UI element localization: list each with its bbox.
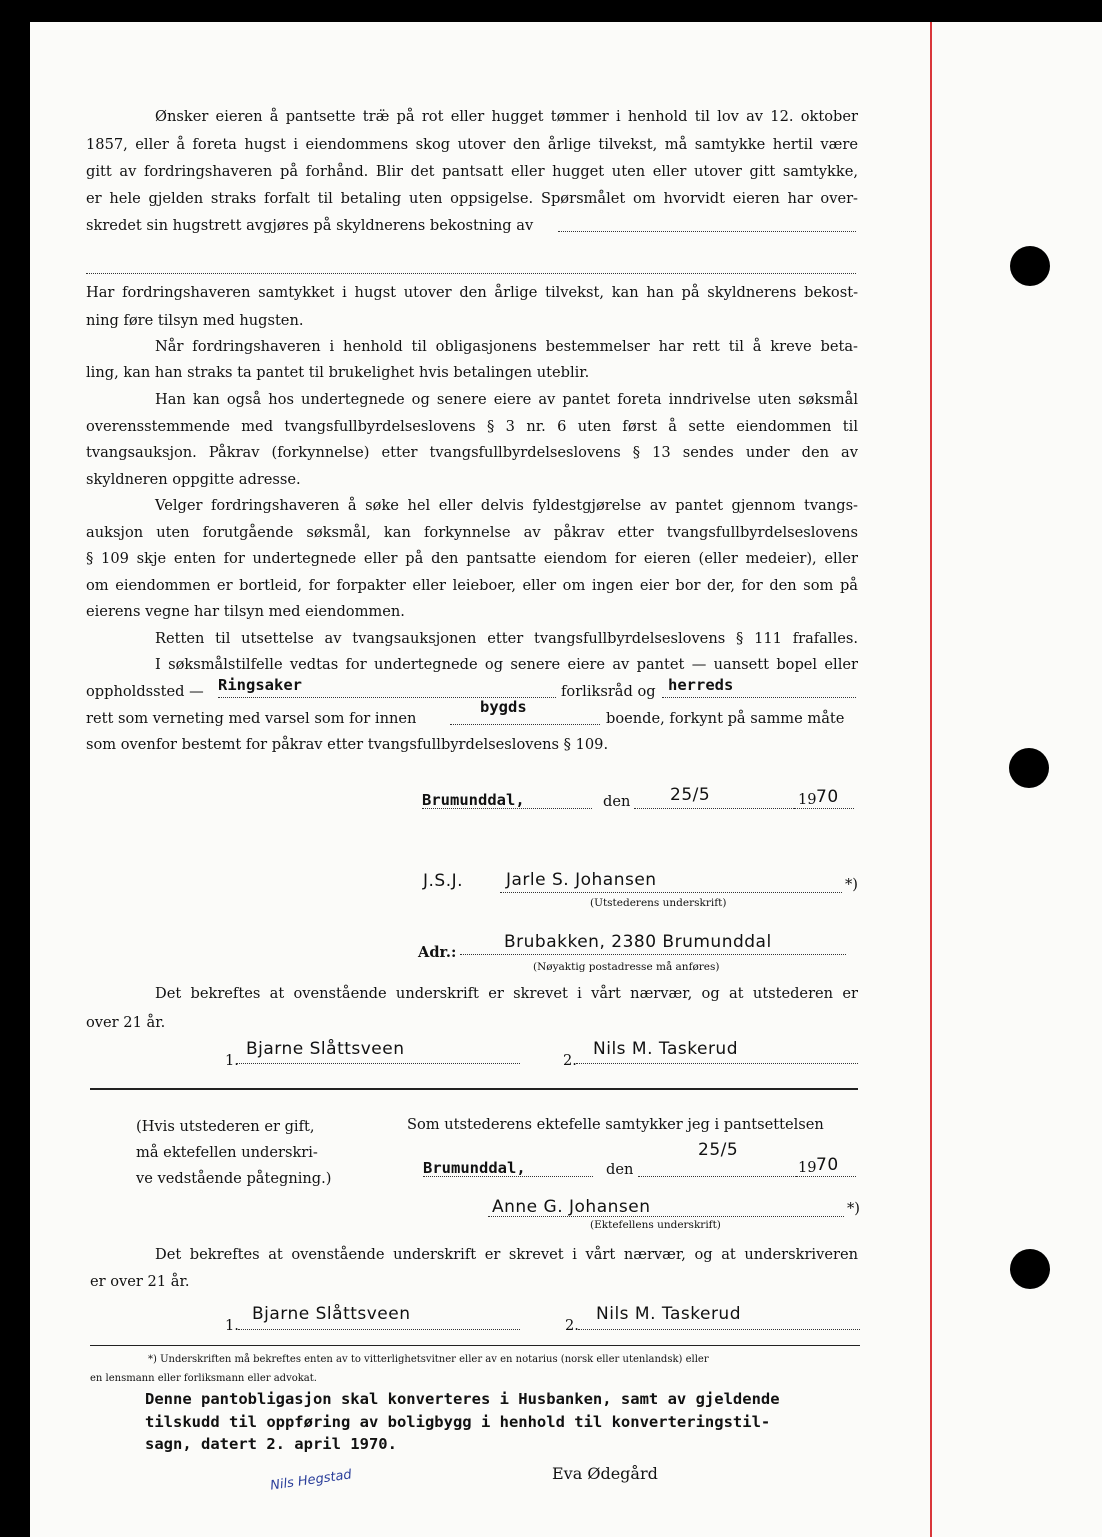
footnote-line-2: en lensmann eller forliksmann eller advokat. [90,1373,317,1384]
binder-hole [1009,748,1049,788]
venue-court: herreds [668,676,734,694]
typed-note-line-2: tilskudd til oppføring av boligbygg i henhold til konverteringstil- [145,1413,771,1431]
p1-line-1: Ønsker eieren å pantsette træ̈ på rot eller hugget tømmer i henhold til lov av 12. oktober [155,108,858,125]
fill-line [460,954,846,955]
margin-red-line [930,22,932,1537]
venue-line-3b: boende, forkynt på samme måte [606,710,845,727]
date1-year-suffix: 70 [816,787,839,807]
witness2-n2: 2. [565,1317,579,1334]
fill-line [796,1176,856,1177]
address-label: Adr.: [418,944,457,961]
witness1-line-1: Det bekreftes at ovenstående underskrift er skrevet i vårt nærvær, og at utstederen er [155,985,858,1002]
spouse-caption: (Ektefellens underskrift) [590,1219,721,1231]
p5-line-5: eierens vegne har tilsyn med eiendommen. [86,603,405,620]
fill-line [236,1063,520,1064]
venue-forliksrad: forliksråd og [561,683,656,700]
witness2-signature-2: Nils M. Taskerud [596,1304,741,1324]
footnote-divider [90,1345,860,1346]
witness2-signature-1: Bjarne Slåttsveen [252,1304,411,1324]
bottom-scribble-signature: Nils Hegstad [269,1467,353,1494]
issuer-star: *) [845,876,858,893]
binder-hole [1010,246,1050,286]
fill-line [238,1329,520,1330]
p6-line: Retten til utsettelse av tvangsauksjonen etter tvangsfullbyrdelseslovens § 111 frafalles. [155,630,858,647]
witness1-signature-1: Bjarne Slåttsveen [246,1039,405,1059]
spouse-year-suffix: 70 [816,1155,839,1175]
spouse-note-1: (Hvis utstederen er gift, [136,1118,315,1135]
typed-note-line-3: sagn, datert 2. april 1970. [145,1435,397,1453]
witness1-n1: 1. [225,1052,239,1069]
spouse-star: *) [847,1200,860,1217]
date1-place: Brumunddal, [422,791,525,809]
witness1-signature-2: Nils M. Taskerud [593,1039,738,1059]
fill-line [450,724,600,725]
p3-line-1: Når fordringshaveren i henhold til obligasjonens bestemmelser har rett til å kreve beta- [155,338,858,355]
p1-line-5: skredet sin hugstrett avgjøres på skyldnerens bekostning av [86,217,534,234]
address-caption: (Nøyaktig postadresse må anføres) [533,961,720,973]
date1-year-prefix: 19 [798,791,817,808]
issuer-signature: Jarle S. Johansen [506,870,657,890]
p3-line-2: ling, kan han straks ta pantet til brukelighet hvis betalingen uteblir. [86,364,590,381]
spouse-note-3: ve vedstående påtegning.) [136,1170,332,1187]
fill-line [634,808,794,809]
p5-line-4: om eiendommen er bortleid, for forpakter eller leieboer, eller om ingen eier bor der, for den som på [86,577,858,594]
spouse-signature: Anne G. Johansen [492,1197,651,1217]
venue-oppholdssted: oppholdssted — [86,683,204,700]
issuer-caption: (Utstederens underskrift) [590,897,727,909]
witness1-line-2: over 21 år. [86,1014,166,1031]
spouse-consent: Som utstederens ektefelle samtykker jeg i pantsettelsen [407,1116,824,1133]
venue-line-4: som ovenfor bestemt for påkrav etter tvangsfullbyrdelseslovens § 109. [86,736,609,753]
venue-line-3a: rett som verneting med varsel som for innen [86,710,417,727]
spouse-place: Brumunddal, [423,1159,526,1177]
fill-line [578,1329,860,1330]
issuer-address: Brubakken, 2380 Brumunddal [504,932,772,952]
venue-bygd: bygds [480,698,527,716]
fill-line [488,1216,844,1217]
p5-line-1: Velger fordringshaveren å søke hel eller delvis fyldestgjørelse av pantet gjennom tvangs- [155,497,858,514]
spouse-den: den [606,1161,634,1178]
p1-line-4: er hele gjelden straks forfalt til betaling uten oppsigelse. Spørsmålet om hvorvidt eieren har over- [86,190,858,207]
fill-line-2 [86,273,856,274]
section-divider [90,1088,858,1090]
fill-line [794,808,854,809]
issuer-initials: J.S.J. [423,871,464,891]
bottom-signature: Eva Ødegård [552,1464,658,1483]
p5-line-2: auksjon uten forutgående søksmål, kan forkynnelse av påkrav etter tvangsfullbyrdelseslovens [86,524,858,541]
date1-date: 25/5 [670,785,711,805]
spouse-date: 25/5 [698,1140,739,1160]
fill-line [558,231,856,232]
witness2-line-1: Det bekreftes at ovenstående underskrift er skrevet i vårt nærvær, og at underskriveren [155,1246,858,1263]
document-page [30,22,1102,1537]
p4-line-4: skyldneren oppgitte adresse. [86,471,301,488]
witness2-n1: 1. [225,1317,239,1334]
p2-line-2: ning føre tilsyn med hugsten. [86,312,304,329]
footnote-line-1: *) Underskriften må bekreftes enten av to vitterlighetsvitner eller av en notarius (norsk eller utenlandsk) eller [148,1354,709,1365]
venue-line-1: I søksmålstilfelle vedtas for undertegnede og senere eiere av pantet — uansett bopel eller [155,656,858,673]
p4-line-3: tvangsauksjon. Påkrav (forkynnelse) etter tvangsfullbyrdelseslovens § 13 sendes under den av [86,444,858,461]
venue-municipality: Ringsaker [218,676,302,694]
fill-line [500,892,842,893]
witness2-line-2: er over 21 år. [90,1273,190,1290]
p5-line-3: § 109 skje enten for undertegnede eller på den pantsatte eiendom for eieren (eller medeier), eller [86,550,858,567]
witness1-n2: 2. [563,1052,577,1069]
spouse-year-prefix: 19 [798,1159,817,1176]
binder-hole [1010,1249,1050,1289]
date1-den: den [603,793,631,810]
p2-line-1: Har fordringshaveren samtykket i hugst utover den årlige tilvekst, kan han på skyldnerens bekost- [86,284,858,301]
fill-line [662,697,856,698]
spouse-note-2: må ektefellen underskri- [136,1144,318,1161]
p4-line-1: Han kan også hos undertegnede og senere eiere av pantet foreta inndrivelse uten søksmål [155,391,858,408]
fill-line [576,1063,858,1064]
fill-line [423,1176,593,1177]
p1-line-3: gitt av fordringshaveren på forhånd. Blir det pantsatt eller hugget uten eller utover gitt samtykke, [86,163,858,180]
p1-line-2: 1857, eller å foreta hugst i eiendommens skog utover den årlige tilvekst, må samtykke hertil være [86,136,858,153]
fill-line [422,808,592,809]
typed-note-line-1: Denne pantobligasjon skal konverteres i Husbanken, samt av gjeldende [145,1390,780,1408]
p4-line-2: overensstemmende med tvangsfullbyrdelseslovens § 3 nr. 6 uten først å sette eiendommen til [86,418,858,435]
fill-line [638,1176,796,1177]
